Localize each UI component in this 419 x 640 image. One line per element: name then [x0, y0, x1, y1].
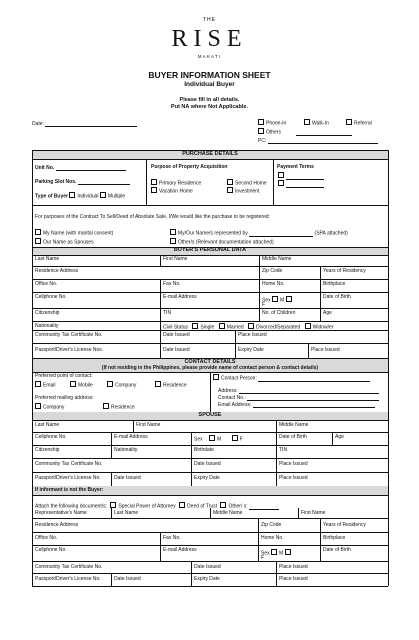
mailing-company-option[interactable]: Company	[35, 403, 64, 412]
checkbox-icon	[35, 403, 41, 409]
contact-email-field[interactable]: Email Address:	[218, 401, 375, 409]
source-others[interactable]: Others	[258, 128, 352, 137]
rep-home[interactable]: Home No.	[261, 535, 284, 541]
checkbox-icon	[151, 187, 157, 193]
buyer-children[interactable]: No. of Children	[262, 310, 296, 316]
spouse-email[interactable]: E-mail Address	[114, 434, 148, 440]
spouse-passport-expiry[interactable]: Expiry Date	[194, 475, 220, 481]
unit-no-field[interactable]: Unit No.	[35, 164, 126, 172]
checkbox-icon[interactable]	[100, 192, 106, 198]
rep-ctc[interactable]: Community Tax Certificate No.	[35, 564, 103, 570]
buyer-residence[interactable]: Residence Address	[35, 268, 79, 274]
buyer-citizenship[interactable]: Citizenship	[35, 310, 60, 316]
rep-residence[interactable]: Residence Address	[35, 522, 79, 528]
checkbox-icon	[179, 502, 185, 508]
buyer-middle-name[interactable]: Middle Name	[262, 256, 292, 262]
spouse-last-name[interactable]: Last Name	[35, 422, 60, 428]
purpose-vacation-home[interactable]: Vacation Home	[151, 187, 193, 196]
checkbox-icon	[304, 119, 310, 125]
buyer-fax[interactable]: Fax No.	[163, 281, 181, 287]
spouse-sex[interactable]: Sex M F	[194, 436, 243, 443]
buyer-ctc-date[interactable]: Date Issued	[163, 332, 190, 338]
register-others[interactable]: Other/s (Relevant documentation attached)	[170, 238, 274, 247]
rep-last-name[interactable]: Last Name	[114, 510, 139, 516]
spouse-age[interactable]: Age	[335, 434, 344, 440]
checkbox-icon	[232, 435, 238, 441]
spouse-heading: SPOUSE	[198, 412, 222, 418]
contact-no-field[interactable]: Contact No.:	[218, 394, 379, 402]
buyer-passport-date[interactable]: Date Issued	[163, 347, 190, 353]
instruction-2: Put NA where Not Applicable.	[171, 104, 248, 110]
checkbox-icon	[70, 381, 76, 387]
rep-ctc-date[interactable]: Date Issued	[194, 564, 221, 570]
buyer-zip[interactable]: Zip Code	[262, 268, 283, 274]
checkbox-icon	[220, 502, 226, 508]
buyer-home[interactable]: Home No.	[262, 281, 285, 287]
rep-passport-date[interactable]: Date Issued	[114, 576, 141, 582]
date-label: Date:	[32, 121, 44, 127]
checkbox-icon	[346, 119, 352, 125]
checkbox-icon	[170, 238, 176, 244]
parking-slot-field[interactable]: Parking Slot Nos.	[35, 178, 130, 186]
spouse-ctc-place[interactable]: Place Issued	[279, 461, 308, 467]
checkbox-icon	[35, 381, 41, 387]
spouse-birthdate[interactable]: Birthdate	[194, 447, 215, 453]
rep-passport[interactable]: Passport/Driver's License No.	[35, 576, 101, 582]
source-walk-in[interactable]: Walk-In	[304, 119, 329, 128]
checkbox-icon	[258, 119, 264, 125]
contact-note: (If not residing in the Philippines, please provide name of contact person & contact details)	[101, 365, 319, 371]
spouse-cellphone[interactable]: Cellphone No.	[35, 434, 67, 440]
spouse-passport[interactable]: Passport/Driver's License No.	[35, 475, 101, 481]
buyer-ctc[interactable]: Community Tax Certificate No.	[35, 332, 103, 338]
rep-ctc-place[interactable]: Place Issued	[279, 564, 308, 570]
contact-address-field[interactable]: Address:	[218, 387, 379, 395]
logo-rise: RISE	[171, 26, 248, 52]
checkbox-icon	[170, 229, 176, 235]
buyer-first-name[interactable]: First Name	[163, 256, 188, 262]
checkbox-icon	[192, 323, 198, 329]
instruction-1: Please fill in all details.	[179, 97, 240, 103]
buyer-passport[interactable]: Passport/Driver's License Nos.	[35, 347, 104, 353]
buyer-ctc-place[interactable]: Place Issued	[238, 332, 267, 338]
purpose-second-home[interactable]: Second Home	[227, 179, 267, 188]
rep-email[interactable]: E-mail Address	[163, 547, 197, 553]
rep-zip[interactable]: Zip Code	[261, 522, 282, 528]
checkbox-icon	[107, 381, 113, 387]
checkbox-icon	[227, 179, 233, 185]
source-phone-in[interactable]: Phone-In	[258, 119, 286, 128]
buyer-cellphone[interactable]: Cellphone No.	[35, 294, 67, 300]
rep-birthplace[interactable]: Birthplace	[323, 535, 346, 541]
checkbox-icon	[219, 323, 225, 329]
buyer-passport-place[interactable]: Place Issued	[311, 347, 340, 353]
checkbox-icon	[248, 323, 254, 329]
checkbox-icon	[286, 296, 292, 302]
buyer-nationality[interactable]: Nationality	[35, 323, 59, 329]
attach-documents[interactable]: Attach the following document/s: Special Power of Attorney Deed of Trust Other/ s:	[35, 502, 279, 511]
informant-heading: If informant is not the Buyer:	[35, 487, 104, 493]
rep-sex[interactable]: Sex M	[261, 549, 293, 558]
rep-dob[interactable]: Date of Birth	[323, 547, 351, 553]
spouse-passport-place[interactable]: Place Issued	[279, 475, 308, 481]
spouse-first-name[interactable]: First Name	[136, 422, 161, 428]
spouse-citizenship[interactable]: Citizenship	[35, 447, 60, 453]
buyer-passport-expiry[interactable]: Expiry Date	[238, 347, 264, 353]
contract-statement: For purposes of the Contract To Sell/Deed of Absolute Sale, I/We would like the purchase to be registered:	[35, 214, 270, 220]
checkbox-icon	[278, 180, 284, 186]
buyer-age[interactable]: Age	[323, 310, 332, 316]
checkbox-icon	[155, 381, 161, 387]
checkbox-icon	[151, 179, 157, 185]
rep-first-name[interactable]: First Name	[301, 510, 326, 516]
buyer-years-residency[interactable]: Years of Residency	[323, 268, 366, 274]
spouse-ctc[interactable]: Community Tax Certificate No.	[35, 461, 103, 467]
buyer-sex-female: F	[262, 302, 266, 308]
buyer-sex[interactable]: Sex M	[262, 296, 294, 305]
rep-middle-name[interactable]: Middle Name	[213, 510, 243, 516]
spouse-passport-date[interactable]: Date Issued	[114, 475, 141, 481]
rep-name-label: Representative's Name	[35, 510, 87, 516]
contact-mobile-option[interactable]: Mobile	[70, 381, 93, 390]
contact-details-heading: CONTACT DETAILS	[184, 359, 236, 365]
purpose-label: Purpose of Property Acquisition	[151, 164, 228, 170]
spouse-dob[interactable]: Date of Birth	[279, 434, 307, 440]
checkbox-icon	[103, 403, 109, 409]
logo-the: THE	[203, 17, 216, 23]
pc-field[interactable]: PC:	[258, 137, 378, 145]
contact-email-option[interactable]: Email	[35, 381, 56, 390]
logo-makati: MAKATI	[197, 54, 222, 59]
payment-option-2[interactable]	[278, 180, 324, 189]
spouse-nationality[interactable]: Nationality	[114, 447, 138, 453]
spouse-ctc-date[interactable]: Date Issued	[194, 461, 221, 467]
checkbox-icon[interactable]	[69, 192, 75, 198]
rep-fax[interactable]: Fax No.	[163, 535, 181, 541]
page-title: BUYER INFORMATION SHEET	[148, 70, 271, 80]
spouse-middle-name[interactable]: Middle Name	[279, 422, 309, 428]
checkbox-icon	[258, 128, 264, 134]
buyer-personal-data-heading: BUYER'S PERSONAL DATA	[173, 247, 247, 253]
register-represented-by[interactable]: My/Our Name/s represented by (SPA attached)	[170, 229, 348, 238]
rep-sex-female: F	[261, 555, 265, 561]
contact-person-field[interactable]: Contact Person:	[213, 374, 370, 383]
rep-cellphone[interactable]: Cellphone No.	[35, 547, 67, 553]
rep-office[interactable]: Office No.	[35, 535, 58, 541]
checkbox-icon	[35, 229, 41, 235]
buyer-email[interactable]: E-mail Address	[163, 294, 197, 300]
rep-years[interactable]: Years of Residency	[323, 522, 366, 528]
checkbox-icon	[272, 296, 278, 302]
purpose-primary-residence[interactable]: Primary Residence	[151, 179, 201, 188]
rep-passport-place[interactable]: Place Issued	[279, 576, 308, 582]
checkbox-icon	[278, 172, 284, 178]
mailing-residence-option[interactable]: Residence	[103, 403, 135, 412]
buyer-office[interactable]: Office No.	[35, 281, 58, 287]
buyer-civil-status[interactable]: Civil Status Single Married Divorced/Separated Widow/er	[163, 324, 334, 331]
payment-terms-label: Payment Terms	[277, 164, 314, 170]
checkbox-icon	[213, 374, 219, 380]
register-as-spouses[interactable]: Our Name as Spouses	[35, 238, 94, 247]
purchase-details-heading: PURCHASE DETAILS	[182, 151, 238, 157]
buyer-last-name[interactable]: Last Name	[35, 256, 60, 262]
checkbox-icon	[35, 238, 41, 244]
rep-passport-expiry[interactable]: Expiry Date	[194, 576, 220, 582]
purpose-investment[interactable]: Investment	[227, 187, 259, 196]
type-of-buyer: Type of Buyer Individual Multiple	[35, 193, 126, 200]
source-referral[interactable]: Referral	[346, 119, 372, 128]
register-my-name[interactable]: My Name (with marital consent)	[35, 229, 113, 238]
preferred-contact-label: Preferred point of contact:	[35, 373, 93, 379]
contact-company-option[interactable]: Company	[107, 381, 136, 390]
spouse-tin[interactable]: TIN	[279, 447, 288, 453]
mailing-label: Preferred mailing address:	[35, 395, 94, 401]
checkbox-icon	[209, 435, 215, 441]
checkbox-icon	[285, 549, 291, 555]
contact-residence-option[interactable]: Residence	[155, 381, 187, 390]
buyer-dob[interactable]: Date of Birth	[323, 294, 351, 300]
checkbox-icon	[305, 323, 311, 329]
checkbox-icon	[271, 549, 277, 555]
buyer-tin[interactable]: TIN	[163, 310, 172, 316]
page-subtitle: Individual Buyer	[184, 81, 235, 88]
buyer-birthplace[interactable]: Birthplace	[323, 281, 346, 287]
checkbox-icon	[227, 187, 233, 193]
date-field[interactable]	[32, 120, 137, 128]
